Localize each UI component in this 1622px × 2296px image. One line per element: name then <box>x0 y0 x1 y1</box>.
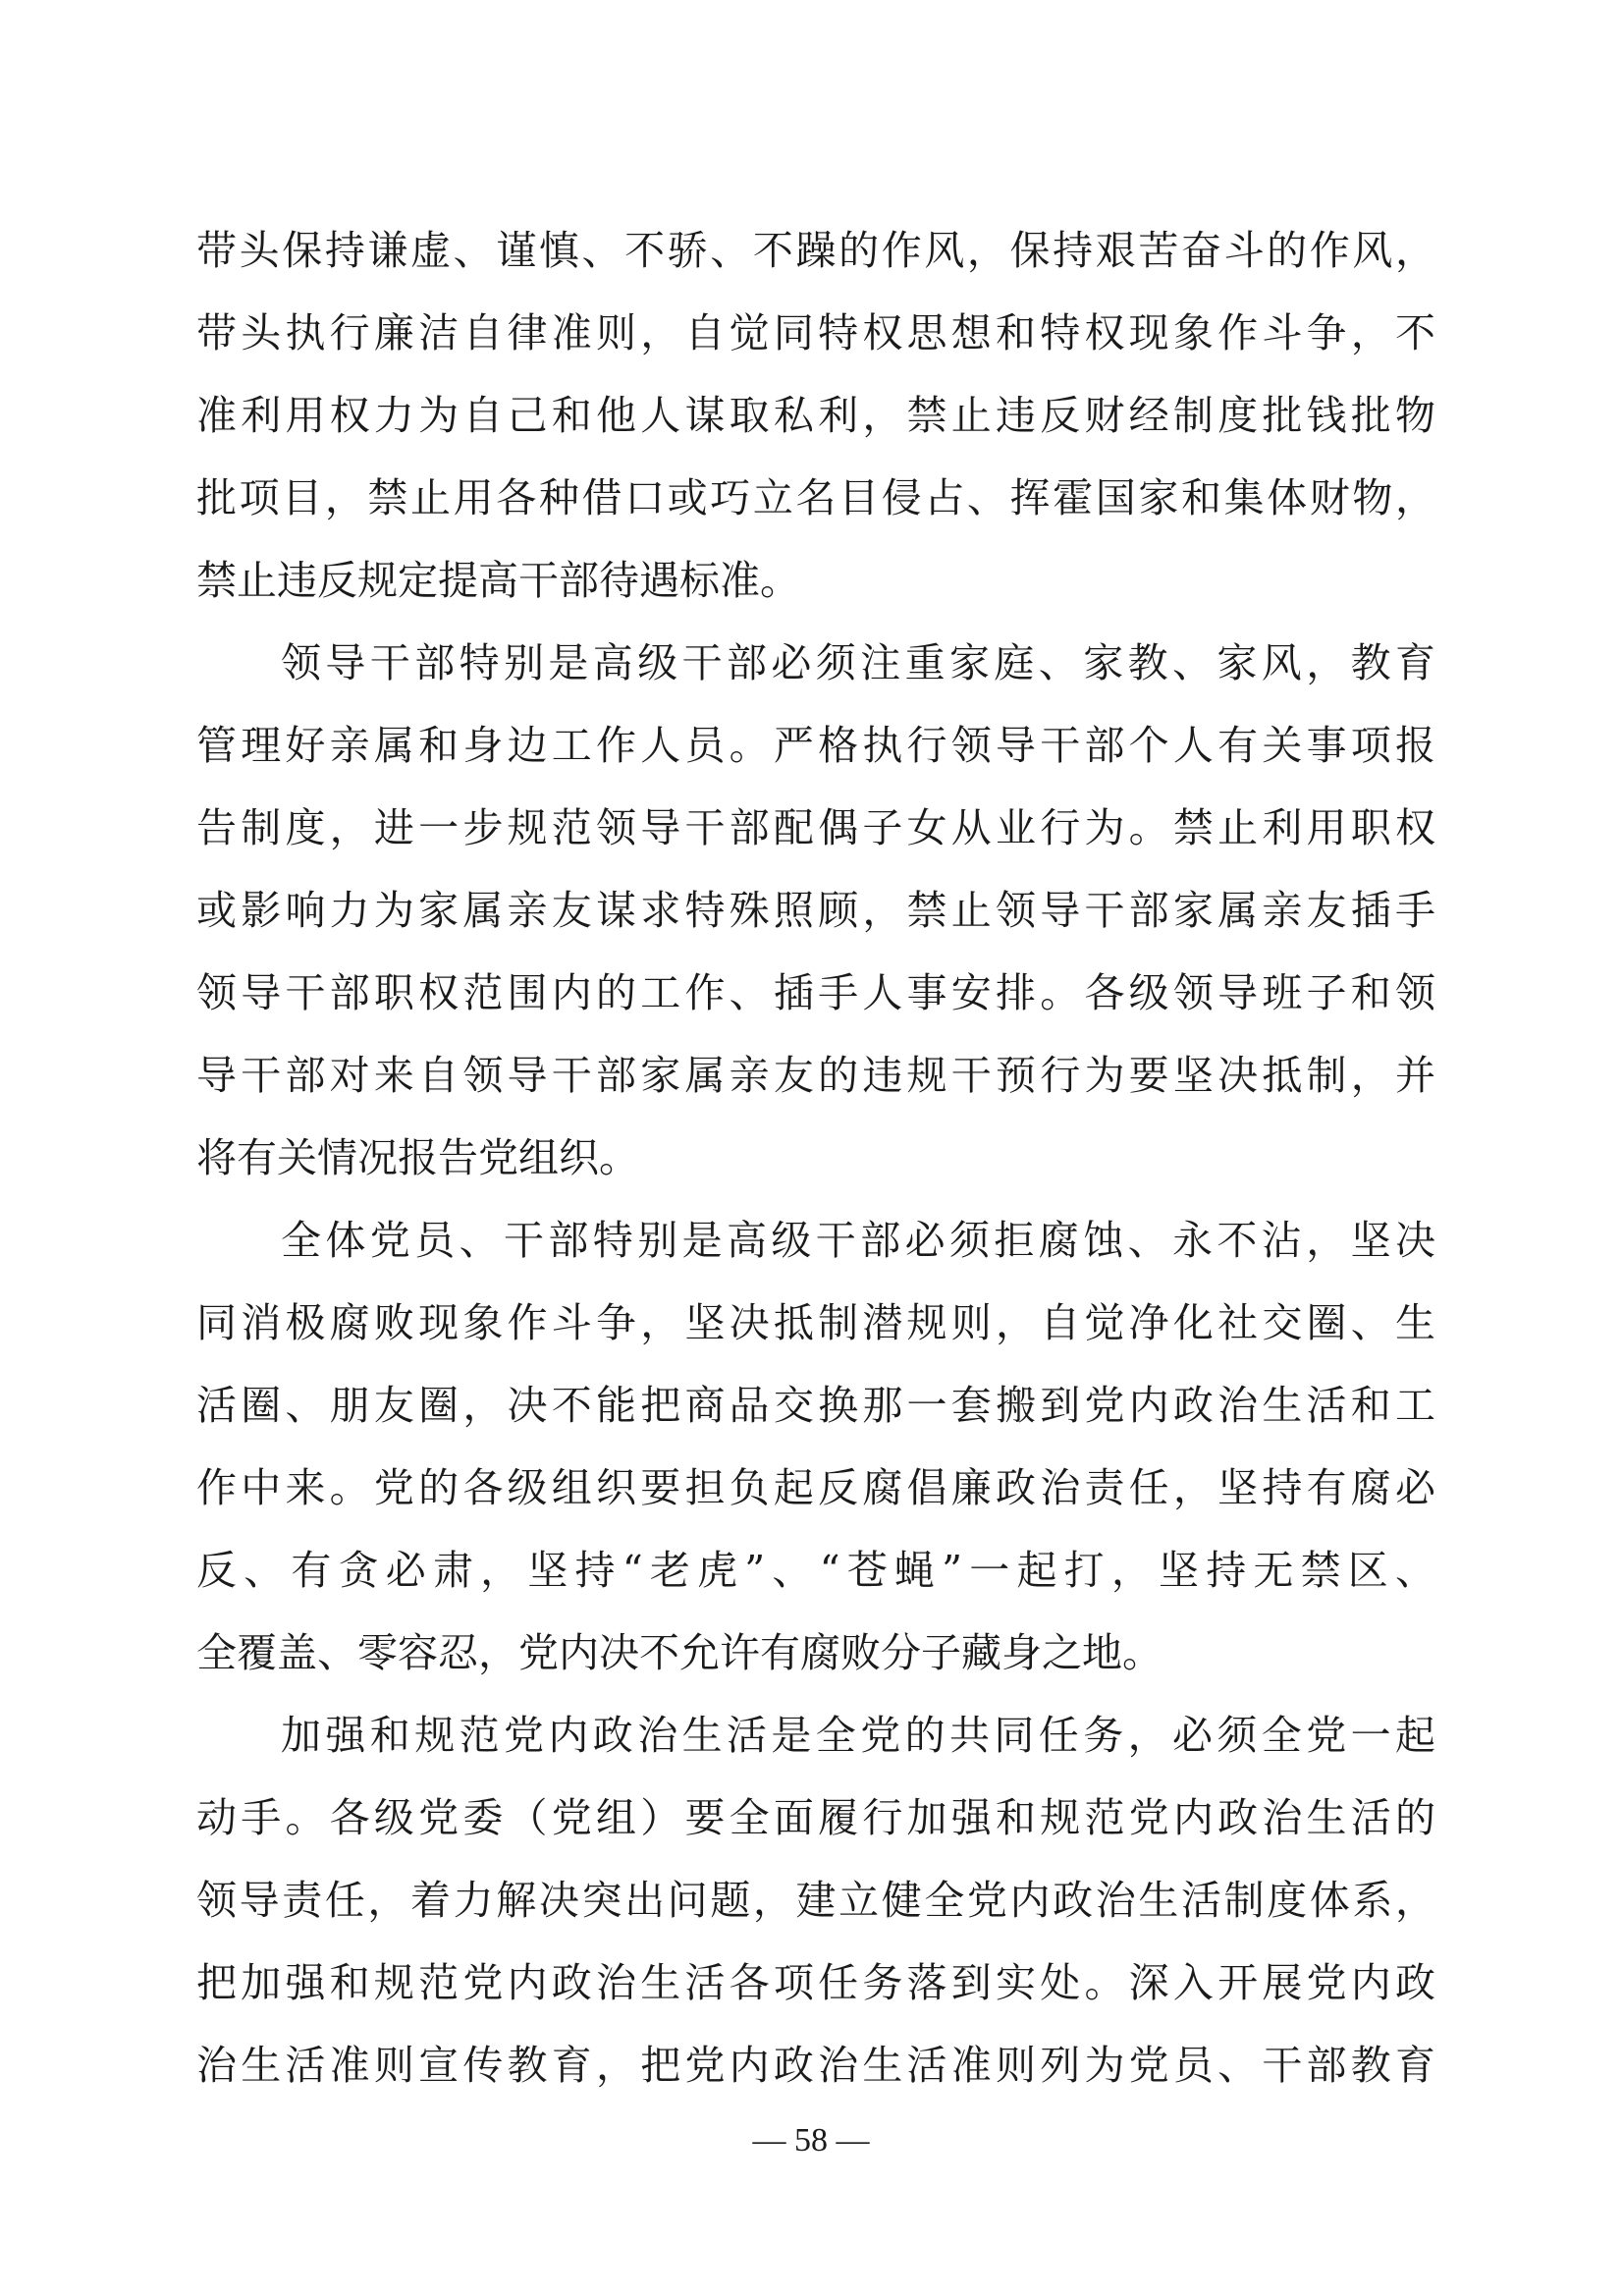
body-text <box>196 209 1435 2106</box>
text-line: 管理好亲属和身边工作人员。严格执行领导干部个人有关事项报 <box>196 722 1435 769</box>
text-line: 禁止违反规定提高干部待遇标准。 <box>196 557 800 604</box>
text-line: 领导干部特别是高级干部必须注重家庭、家教、家风，教育 <box>281 639 1435 686</box>
text-line: 准利用权力为自己和他人谋取私利，禁止违反财经制度批钱批物 <box>196 392 1435 439</box>
paragraph <box>196 209 1435 622</box>
text-line: 活圈、朋友圈，决不能把商品交换那一套搬到党内政治生活和工 <box>196 1382 1435 1429</box>
text-line: 治生活准则宣传教育，把党内政治生活准则列为党员、干部教育 <box>196 2042 1435 2089</box>
text-line: 告制度，进一步规范领导干部配偶子女从业行为。禁止利用职权 <box>196 804 1435 851</box>
text-line: 将有关情况报告党组织。 <box>196 1134 639 1181</box>
page-number: — 58 — <box>752 2122 870 2159</box>
text-line: 动手。各级党委（党组）要全面履行加强和规范党内政治生活的 <box>196 1794 1435 1841</box>
text-line: 带头执行廉洁自律准则，自觉同特权思想和特权现象作斗争，不 <box>196 309 1435 356</box>
text-line: 加强和规范党内政治生活是全党的共同任务，必须全党一起 <box>281 1712 1435 1759</box>
text-line: 反、有贪必肃，坚持“老虎”、“苍蝇”一起打，坚持无禁区、 <box>196 1547 1435 1594</box>
text-line: 作中来。党的各级组织要担负起反腐倡廉政治责任，坚持有腐必 <box>196 1464 1435 1511</box>
text-line: 同消极腐败现象作斗争，坚决抵制潜规则，自觉净化社交圈、生 <box>196 1299 1435 1346</box>
text-line: 导干部对来自领导干部家属亲友的违规干预行为要坚决抵制，并 <box>196 1052 1435 1099</box>
text-line: 领导干部职权范围内的工作、插手人事安排。各级领导班子和领 <box>196 969 1435 1016</box>
text-line: 批项目，禁止用各种借口或巧立名目侵占、挥霍国家和集体财物， <box>196 474 1435 521</box>
text-line: 领导责任，着力解决突出问题，建立健全党内政治生活制度体系， <box>196 1877 1435 1924</box>
text-line: 把加强和规范党内政治生活各项任务落到实处。深入开展党内政 <box>196 1959 1435 2006</box>
paragraph <box>196 1694 1435 2106</box>
paragraph <box>196 622 1435 1199</box>
text-line: 全覆盖、零容忍，党内决不允许有腐败分子藏身之地。 <box>196 1629 1162 1676</box>
text-line: 全体党员、干部特别是高级干部必须拒腐蚀、永不沾，坚决 <box>281 1217 1435 1264</box>
paragraph <box>196 1199 1435 1694</box>
text-line: 带头保持谦虚、谨慎、不骄、不躁的作风，保持艰苦奋斗的作风， <box>196 227 1435 274</box>
text-line: 或影响力为家属亲友谋求特殊照顾，禁止领导干部家属亲友插手 <box>196 887 1435 934</box>
